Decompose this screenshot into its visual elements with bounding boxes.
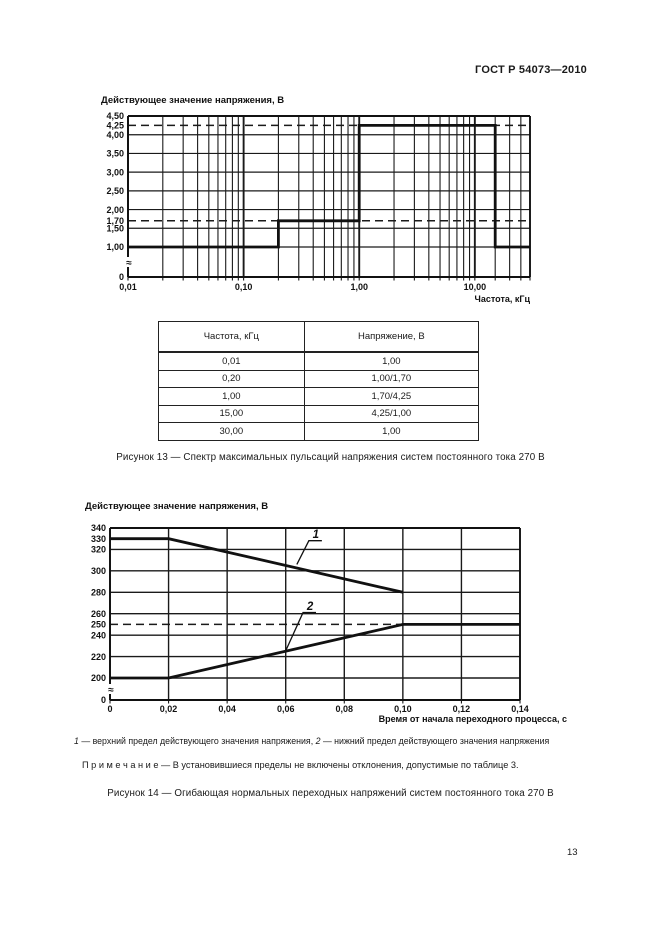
table-cell: 1,00 — [159, 388, 305, 406]
table-header-frequency: Частота, кГц — [159, 322, 305, 353]
axis-break-icon: ≈ — [108, 685, 114, 696]
y-tick-label: 280 — [90, 587, 106, 598]
page-number: 13 — [567, 847, 578, 858]
table-cell: 4,25/1,00 — [304, 405, 478, 423]
y-tick-label: 200 — [90, 673, 106, 684]
y-tick-label: 240 — [90, 630, 106, 641]
x-tick-label: 10,00 — [463, 282, 487, 292]
y-tick-label: 1,00 — [106, 242, 124, 253]
series-callout-label-1: 1 — [312, 529, 320, 542]
y-tick-label: 340 — [90, 523, 106, 534]
series-line-2 — [110, 624, 520, 678]
y-tick-labels — [106, 111, 124, 282]
legend-curve2-number: 2 — [315, 736, 321, 746]
series-callout-leader-1 — [297, 541, 322, 565]
y-tick-label: 2,50 — [106, 186, 124, 197]
table-body — [159, 352, 479, 440]
x-tick-label: 0,01 — [119, 282, 137, 292]
table-row — [159, 405, 479, 423]
legend-curve1-text: — верхний предел действующего значения напряжения, — [78, 736, 316, 746]
x-tick-label: 0,12 — [452, 704, 471, 714]
table-cell: 0,01 — [159, 352, 305, 370]
figure13-data-table — [158, 321, 479, 441]
y-tick-label: 0 — [100, 695, 106, 706]
table-cell: 1,70/4,25 — [304, 388, 478, 406]
x-tick-label: 0,06 — [276, 704, 295, 714]
figure14-caption: Рисунок 14 — Огибающая нормальных переходных напряжений систем постоянного тока 270 В — [107, 788, 554, 799]
y-tick-label: 330 — [90, 533, 106, 544]
figure13-chart — [75, 90, 570, 320]
x-tick-label: 0 — [107, 704, 113, 714]
y-tick-label: 4,00 — [106, 129, 124, 140]
y-tick-labels — [91, 523, 106, 705]
chart-title: Действующее значение напряжения, В — [85, 501, 269, 512]
figure14-chart — [70, 496, 580, 736]
table-cell: 15,00 — [159, 405, 305, 423]
series-callout-label-2: 2 — [306, 601, 314, 614]
table-row — [159, 352, 479, 370]
chart-title: Действующее значение напряжения, В — [101, 95, 285, 106]
y-tick-label: 4,50 — [106, 111, 124, 122]
y-tick-label: 220 — [90, 651, 106, 662]
y-tick-label: 2,00 — [106, 204, 124, 215]
table-cell: 1,00 — [304, 352, 478, 370]
legend-curve1-number: 1 — [74, 736, 79, 746]
table-row — [159, 423, 479, 441]
x-tick-label: 0,10 — [394, 704, 412, 714]
series-line-1 — [110, 539, 403, 593]
y-tick-label: 3,00 — [106, 167, 124, 178]
table-cell: 30,00 — [159, 423, 305, 441]
grid — [128, 116, 530, 281]
x-tick-label: 0,10 — [234, 282, 253, 292]
y-tick-label: 320 — [90, 544, 106, 555]
x-axis-label: Время от начала переходного процесса, с — [378, 714, 567, 724]
figure14-note: П р и м е ч а н и е — В установившиеся пределы не включены отклонения, допустимые по таблице 3. — [82, 760, 519, 770]
figure14-legend — [74, 736, 614, 746]
x-tick-labels — [119, 282, 486, 292]
y-tick-label: 1,50 — [106, 223, 124, 234]
y-tick-label: 260 — [90, 608, 106, 619]
x-tick-label: 1,00 — [350, 282, 368, 292]
x-tick-labels — [107, 704, 528, 714]
table-cell: 1,00/1,70 — [304, 370, 478, 388]
y-tick-label: 300 — [90, 566, 106, 577]
table-cell: 0,20 — [159, 370, 305, 388]
table-cell: 1,00 — [304, 423, 478, 441]
table-row — [159, 388, 479, 406]
x-axis-label: Частота, кГц — [474, 294, 530, 304]
y-tick-label: 250 — [90, 619, 106, 630]
y-tick-label: 4,25 — [106, 120, 124, 131]
y-tick-label: 0 — [118, 272, 124, 283]
table-header-voltage: Напряжение, В — [304, 322, 478, 353]
y-tick-label: 3,50 — [106, 148, 124, 159]
x-tick-label: 0,14 — [511, 704, 529, 714]
axis-break-icon: ≈ — [126, 258, 132, 269]
y-tick-label: 1,70 — [106, 216, 124, 226]
table-header-row — [159, 322, 479, 353]
figure13-caption: Рисунок 13 — Спектр максимальных пульсаций напряжения систем постоянного тока 270 В — [116, 452, 545, 463]
legend-curve2-text: — нижний предел действующего значения напряжения — [320, 736, 550, 746]
x-tick-label: 0,08 — [335, 704, 354, 714]
table-row — [159, 370, 479, 388]
page-header-standard-number: ГОСТ Р 54073—2010 — [475, 64, 587, 76]
x-tick-label: 0,02 — [159, 704, 178, 714]
x-tick-label: 0,04 — [218, 704, 236, 714]
